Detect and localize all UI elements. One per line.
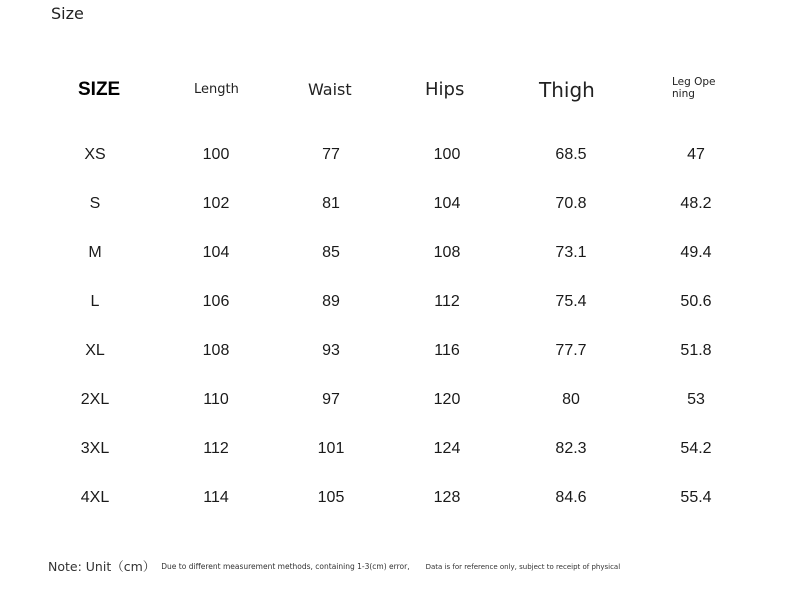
table-cell: 82.3: [555, 440, 587, 457]
table-cell: 101: [317, 440, 345, 457]
table-cell: 97: [322, 391, 340, 408]
table-cell: 102: [202, 195, 230, 212]
page-title: Size: [51, 4, 84, 23]
table-cell: 116: [434, 342, 460, 359]
table-cell: 114: [203, 489, 229, 506]
table-cell: 110: [203, 391, 229, 408]
table-cell: 4XL: [80, 489, 110, 506]
note-unit: Note: Unit（cm）: [48, 559, 156, 574]
table-cell: M: [88, 244, 102, 261]
table-cell: 49.4: [680, 244, 712, 261]
table-cell: 104: [433, 195, 461, 212]
header-size: SIZE: [78, 79, 121, 100]
table-cell: XL: [85, 342, 105, 359]
table-cell: 124: [433, 440, 461, 457]
table-cell: 120: [433, 391, 461, 408]
table-cell: 106: [202, 293, 230, 310]
table-cell: 128: [433, 489, 461, 506]
table-row: [0, 437, 790, 461]
table-cell: 2XL: [80, 391, 110, 408]
table-cell: 112: [203, 440, 229, 457]
table-row: [0, 192, 790, 216]
table-cell: 75.4: [555, 293, 587, 310]
table-cell: 47: [687, 146, 705, 163]
table-cell: 100: [202, 146, 230, 163]
table-cell: 108: [202, 342, 230, 359]
table-cell: S: [89, 195, 101, 212]
table-cell: 48.2: [680, 195, 712, 212]
table-cell: 108: [433, 244, 461, 261]
header-thigh: Thigh: [539, 78, 595, 102]
header-length: Length: [194, 82, 239, 97]
table-cell: 68.5: [555, 146, 587, 163]
table-cell: 73.1: [555, 244, 587, 261]
table-cell: 81: [322, 195, 340, 212]
footnote: [48, 556, 620, 575]
table-cell: 53: [687, 391, 705, 408]
table-cell: 104: [202, 244, 230, 261]
header-hips: Hips: [425, 79, 465, 100]
table-cell: 85: [322, 244, 340, 261]
table-cell: 77.7: [555, 342, 587, 359]
table-row: [0, 241, 790, 265]
table-row: [0, 486, 790, 510]
table-cell: 89: [322, 293, 340, 310]
table-cell: XS: [84, 146, 106, 163]
table-row: [0, 143, 790, 167]
table-cell: 100: [433, 146, 461, 163]
table-cell: 112: [434, 293, 460, 310]
table-cell: 51.8: [680, 342, 712, 359]
table-cell: 54.2: [680, 440, 712, 457]
note-reference: Data is for reference only, subject to receipt of physical: [425, 563, 621, 571]
table-cell: 55.4: [680, 489, 712, 506]
table-row: [0, 388, 790, 412]
note-measurement: Due to different measurement methods, containing 1-3(cm) error,: [161, 562, 410, 571]
table-cell: 70.8: [555, 195, 587, 212]
table-cell: 80: [562, 391, 580, 408]
table-cell: 84.6: [555, 489, 587, 506]
table-row: [0, 290, 790, 314]
header-leg-opening: Leg Opening: [672, 76, 716, 100]
table-cell: 105: [317, 489, 345, 506]
table-cell: L: [90, 293, 100, 310]
table-cell: 50.6: [680, 293, 712, 310]
table-cell: 3XL: [80, 440, 110, 457]
table-cell: 93: [322, 342, 340, 359]
header-waist: Waist: [308, 80, 352, 99]
table-row: [0, 339, 790, 363]
table-cell: 77: [322, 146, 340, 163]
